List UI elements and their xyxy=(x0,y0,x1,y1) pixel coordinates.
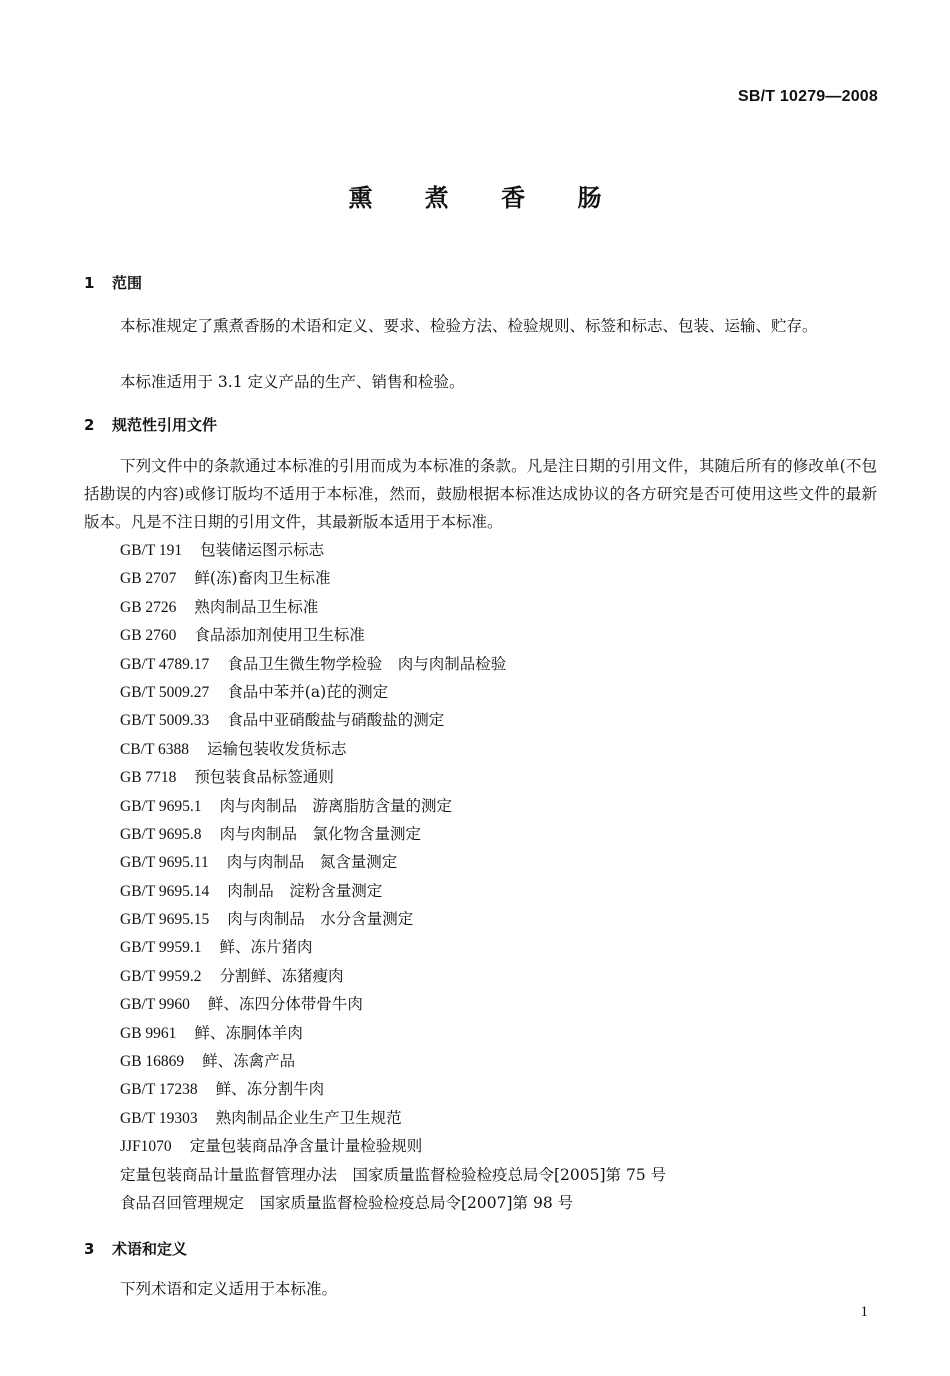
document-title: 熏 煮 香 肠 xyxy=(348,184,624,212)
reference-item: GB/T 9695.1 肉与肉制品 游离脂肪含量的测定 xyxy=(120,796,453,815)
reference-item: GB 2726 熟肉制品卫生标准 xyxy=(120,597,319,616)
section-number: 1 xyxy=(84,274,95,292)
reference-item: GB/T 9695.8 肉与肉制品 氯化物含量测定 xyxy=(120,824,422,843)
reference-item: GB 2707 鲜(冻)畜肉卫生标准 xyxy=(120,569,331,588)
reference-item: GB/T 4789.17 食品卫生微生物学检验 肉与肉制品检验 xyxy=(120,654,507,673)
reference-item: GB/T 9960 鲜、冻四分体带骨牛肉 xyxy=(120,995,363,1014)
section-number: 3 xyxy=(84,1240,95,1258)
reference-item-regulation: 食品召回管理规定 国家质量监督检验检疫总局令[2007]第 98 号 xyxy=(120,1193,574,1212)
reference-item: GB/T 9695.15 肉与肉制品 水分含量测定 xyxy=(120,910,414,929)
section-2-paragraph-1: 下列文件中的条款通过本标准的引用而成为本标准的条款。凡是注日期的引用文件，其随后所有的修改单(不包括勘误的内容)或修订版均不适用于本标准，然而，鼓励根据本标准达成协议的各方研究是否可使用这些文件的最新版本。凡是不注日期的引用文件，其最新版本适用于本标准。 xyxy=(84,457,877,531)
reference-item: GB/T 9695.14 肉制品 淀粉含量测定 xyxy=(120,881,383,900)
reference-item: GB/T 9959.1 鲜、冻片猪肉 xyxy=(120,938,313,957)
reference-item: GB/T 17238 鲜、冻分割牛肉 xyxy=(120,1080,325,1099)
reference-item: GB 7718 预包装食品标签通则 xyxy=(120,768,334,787)
reference-item: GB 9961 鲜、冻胴体羊肉 xyxy=(120,1023,303,1042)
normative-references-list xyxy=(120,536,666,1217)
reference-item: GB 2760 食品添加剂使用卫生标准 xyxy=(120,626,365,645)
section-2-heading xyxy=(84,414,217,435)
reference-item: GB/T 9959.2 分割鲜、冻猪瘦肉 xyxy=(120,966,344,985)
section-title: 范围 xyxy=(112,274,143,292)
reference-item: GB/T 9695.11 肉与肉制品 氮含量测定 xyxy=(120,853,398,872)
section-number: 2 xyxy=(84,416,95,434)
reference-item: GB/T 5009.27 食品中苯并(a)芘的测定 xyxy=(120,682,389,701)
section-3-heading xyxy=(84,1238,187,1259)
reference-item: GB/T 5009.33 食品中亚硝酸盐与硝酸盐的测定 xyxy=(120,711,445,730)
section-title: 规范性引用文件 xyxy=(112,416,218,434)
reference-item: GB/T 19303 熟肉制品企业生产卫生规范 xyxy=(120,1108,402,1127)
page-number: 1 xyxy=(860,1304,868,1320)
section-title: 术语和定义 xyxy=(112,1240,188,1258)
reference-item: JJF1070 定量包装商品净含量计量检验规则 xyxy=(120,1137,423,1156)
reference-item-regulation: 定量包装商品计量监督管理办法 国家质量监督检验检疫总局令[2005]第 75 号 xyxy=(120,1165,667,1184)
section-1-paragraph-2: 本标准适用于 3.1 定义产品的生产、销售和检验。 xyxy=(120,373,465,391)
section-3-paragraph-1: 下列术语和定义适用于本标准。 xyxy=(120,1280,338,1298)
section-1-paragraph-1: 本标准规定了熏煮香肠的术语和定义、要求、检验方法、检验规则、标签和标志、包装、运输、贮存。 xyxy=(120,317,818,335)
reference-item: GB/T 191 包装储运图示标志 xyxy=(120,541,325,559)
standard-code: SB/T 10279—2008 xyxy=(738,88,878,105)
section-1-heading xyxy=(84,272,142,293)
reference-item: CB/T 6388 运输包装收发货标志 xyxy=(120,739,347,758)
reference-item: GB 16869 鲜、冻禽产品 xyxy=(120,1052,296,1071)
